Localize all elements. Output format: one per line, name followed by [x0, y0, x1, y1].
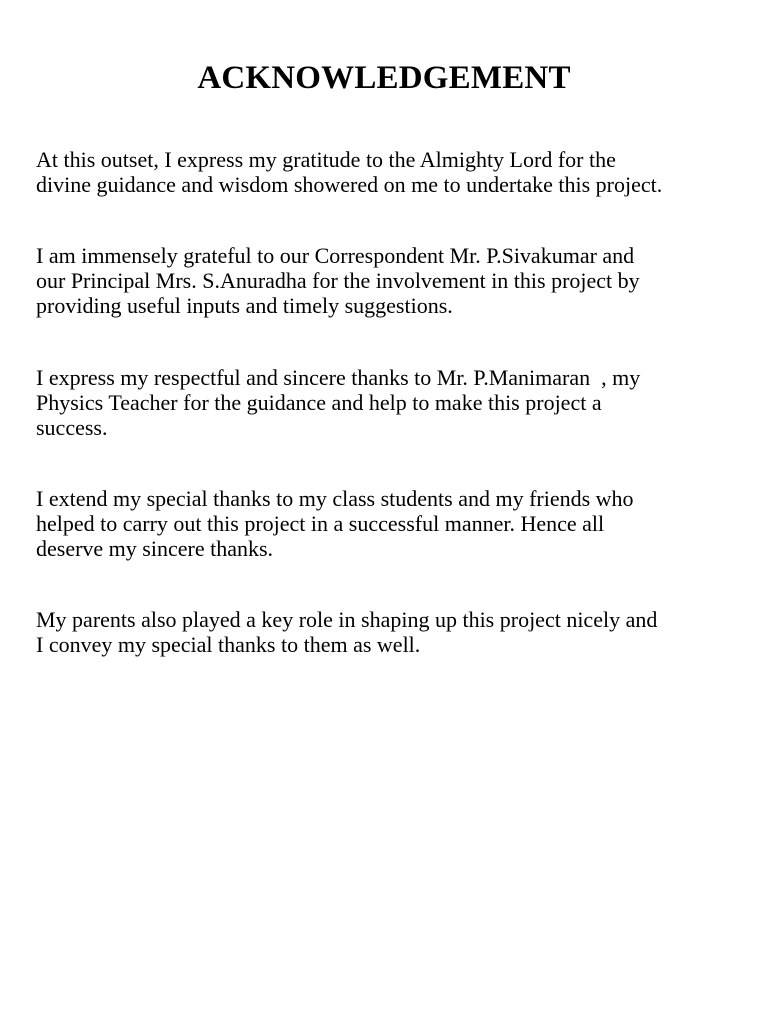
- paragraph-line: I convey my special thanks to them as well.: [36, 632, 421, 657]
- paragraph-line: providing useful inputs and timely suggestions.: [36, 293, 453, 318]
- paragraph-parents: [36, 607, 746, 657]
- page-title: ACKNOWLEDGEMENT: [197, 60, 571, 96]
- paragraph-line: deserve my sincere thanks.: [36, 536, 274, 561]
- paragraph-teacher: [36, 365, 746, 440]
- paragraph-line: I am immensely grateful to our Correspondent Mr. P.Sivakumar and: [36, 243, 635, 268]
- paragraph-line: I extend my special thanks to my class students and my friends who: [36, 486, 634, 511]
- paragraph-line: divine guidance and wisdom showered on me to undertake this project.: [36, 172, 663, 197]
- paragraph-gratitude: [36, 147, 746, 197]
- paragraph-line: At this outset, I express my gratitude to the Almighty Lord for the: [36, 147, 616, 172]
- paragraph-line: My parents also played a key role in shaping up this project nicely and: [36, 607, 658, 632]
- paragraph-line: our Principal Mrs. S.Anuradha for the involvement in this project by: [36, 268, 640, 293]
- paragraph-line: success.: [36, 415, 108, 440]
- paragraph-correspondent-principal: [36, 243, 746, 318]
- paragraph-line: I express my respectful and sincere thanks to Mr. P.Manimaran , my: [36, 365, 641, 390]
- paragraph-line: Physics Teacher for the guidance and help to make this project a: [36, 390, 602, 415]
- paragraph-friends: [36, 486, 746, 561]
- paragraph-line: helped to carry out this project in a successful manner. Hence all: [36, 511, 605, 536]
